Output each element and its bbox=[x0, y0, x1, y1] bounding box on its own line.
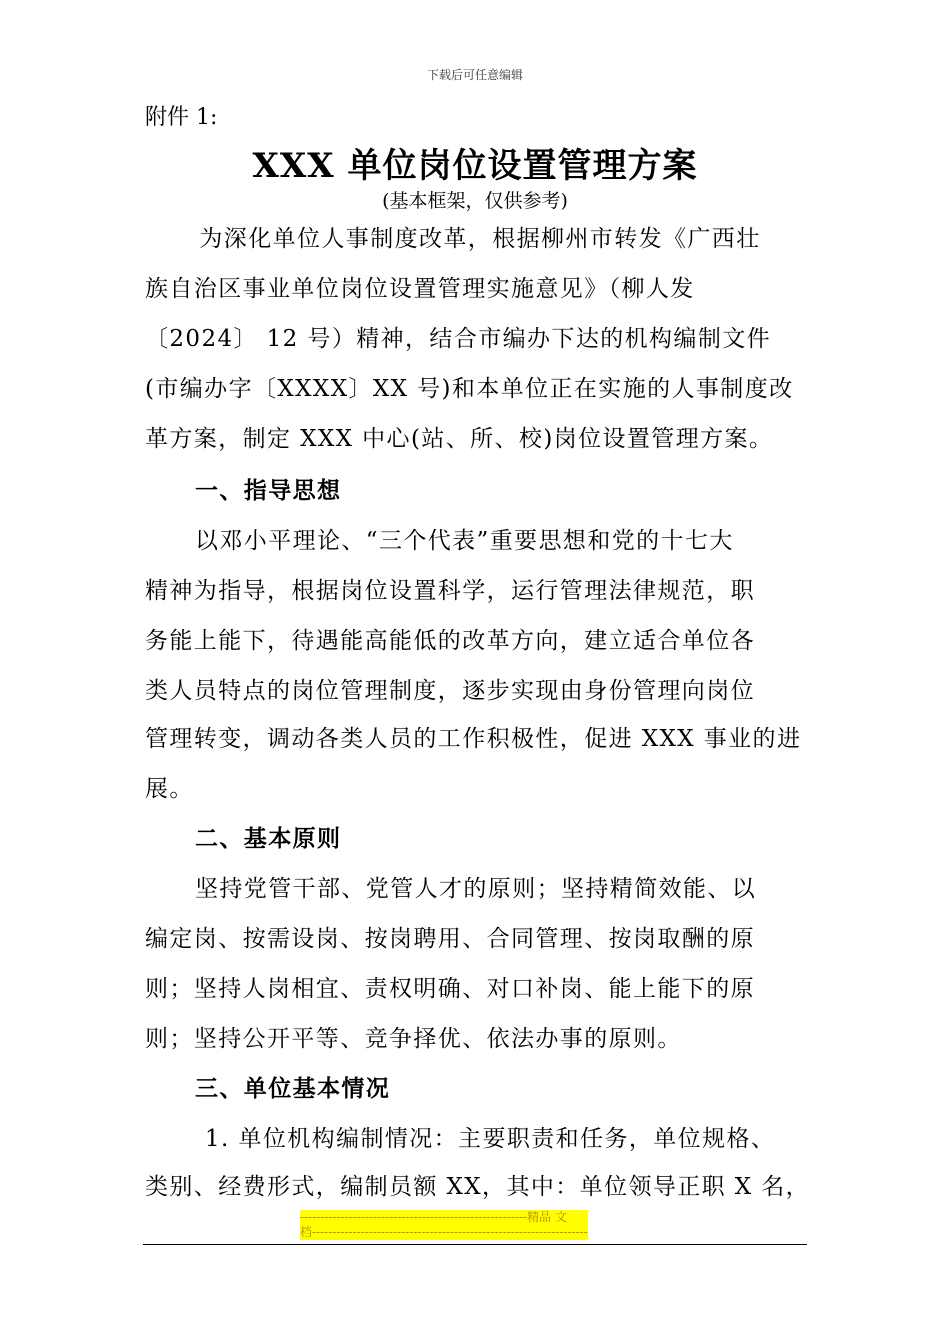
body-line: 坚持党管干部、党管人才的原则；坚持精简效能、以 bbox=[195, 876, 757, 902]
body-line: 类人员特点的岗位管理制度，逐步实现由身份管理向岗位 bbox=[145, 678, 755, 704]
body-line: 精神为指导，根据岗位设置科学，运行管理法律规范，职 bbox=[145, 578, 755, 604]
body-line: (市编办字〔XXXX〕XX 号)和本单位正在实施的人事制度改 bbox=[145, 376, 794, 402]
section-heading: 一、指导思想 bbox=[195, 477, 342, 504]
body-line: 编定岗、按需设岗、按岗聘用、合同管理、按岗取酬的原 bbox=[145, 926, 755, 952]
attachment-label: 附件 1: bbox=[145, 105, 218, 130]
footer-line-2: 档-------------------------------------------------------------------- bbox=[300, 1225, 588, 1239]
footer-line-1: --------------------------------------------------------精品 文 bbox=[300, 1210, 588, 1225]
footer-divider bbox=[143, 1244, 807, 1245]
body-line: 务能上能下，待遇能高能低的改革方向，建立适合单位各 bbox=[145, 628, 755, 654]
section-heading: 二、基本原则 bbox=[195, 825, 342, 852]
body-line: 革方案，制定 XXX 中心(站、所、校)岗位设置管理方案。 bbox=[145, 426, 774, 452]
section-heading: 三、单位基本情况 bbox=[195, 1075, 391, 1102]
body-line: 1. 单位机构编制情况：主要职责和任务，单位规格、 bbox=[205, 1126, 776, 1152]
document-subtitle: (基本框架，仅供参考) bbox=[382, 190, 568, 212]
body-line: 展。 bbox=[145, 776, 194, 802]
header-note: 下载后可任意编辑 bbox=[426, 68, 523, 82]
body-line: 为深化单位人事制度改革，根据柳州市转发《广西壮 bbox=[175, 226, 761, 252]
document-title: XXX 单位岗位设置管理方案 bbox=[252, 146, 698, 186]
body-line: 则；坚持公开平等、竞争择优、依法办事的原则。 bbox=[145, 1026, 682, 1052]
footer-watermark bbox=[300, 1210, 588, 1240]
body-line: 类别、经费形式，编制员额 XX，其中：单位领导正职 X 名， bbox=[145, 1174, 811, 1200]
body-line: 管理转变，调动各类人员的工作积极性，促进 XXX 事业的进 bbox=[145, 726, 802, 752]
body-line: 以邓小平理论、“三个代表”重要思想和党的十七大 bbox=[195, 528, 734, 554]
body-line: 则；坚持人岗相宜、责权明确、对口补岗、能上能下的原 bbox=[145, 976, 755, 1002]
body-line: 族自治区事业单位岗位设置管理实施意见》（柳人发 bbox=[145, 276, 695, 302]
body-line: 〔2024〕 12 号）精神，结合市编办下达的机构编制文件 bbox=[145, 326, 772, 352]
